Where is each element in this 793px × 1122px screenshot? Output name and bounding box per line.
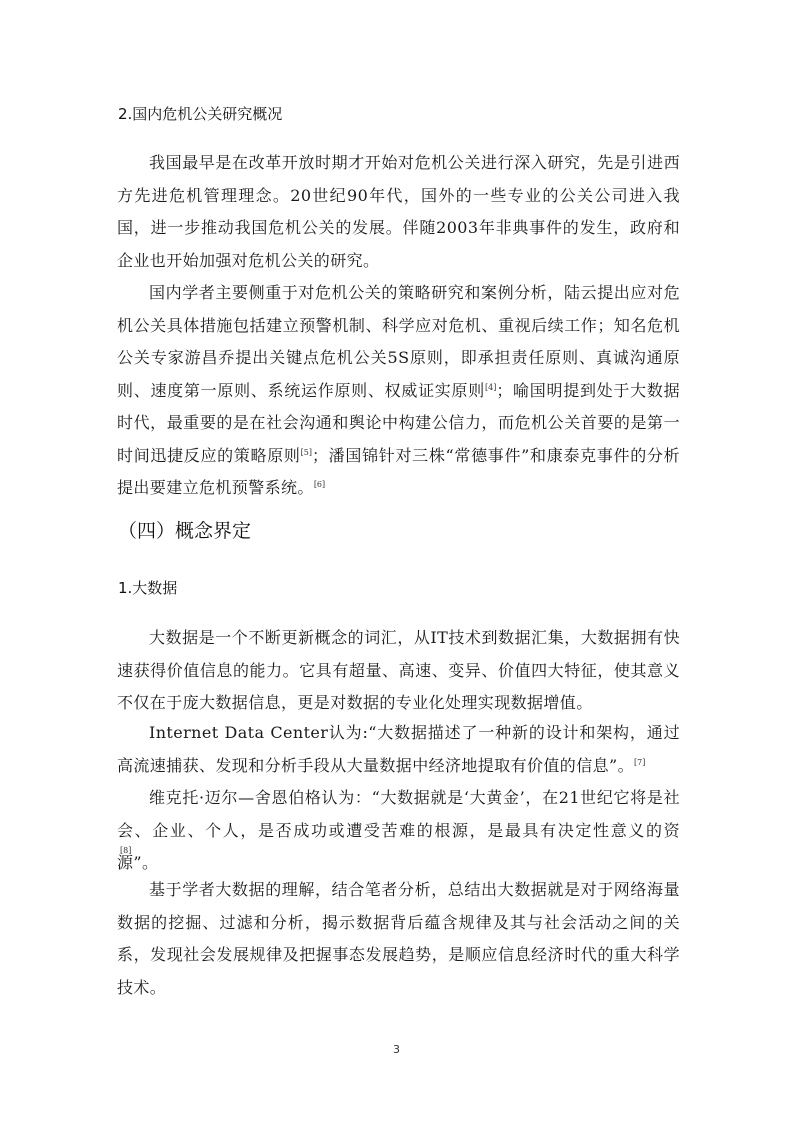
section-heading-concepts: （四）概念界定: [118, 520, 252, 542]
citation-ref: [6]: [313, 480, 326, 489]
paragraph-domestic-scholars: [117, 277, 680, 505]
citation-ref: [8]: [120, 846, 132, 855]
citation-ref: [5]: [300, 447, 312, 457]
paragraph-mayer-schonberger-quote: [117, 782, 680, 880]
citation-ref: [4]: [484, 382, 497, 392]
paragraph-bigdata-definition: [117, 622, 680, 720]
paragraph-text: Internet Data Center认为:“大数据描述了一种新的设计和架构，通过高流速捕获、发现和分析手段从大量数据中经济地提取有价值的信息”。: [117, 723, 680, 775]
citation-ref: [7]: [633, 757, 646, 767]
paragraph-text: 维克托·迈尔—舍恩伯格认为：“大数据就是‘大黄金’，在21世纪它将是社会、企业、个人，是否成功或遭受苦难的根源，是最具有决定性意义的资源”。: [117, 788, 680, 872]
subheading-big-data: 1.大数据: [118, 579, 178, 597]
page-number: 3: [393, 1043, 400, 1056]
subheading-domestic-research: 2.国内危机公关研究概况: [118, 105, 283, 123]
paragraph-text: 大数据是一个不断更新概念的词汇，从IT技术到数据汇集，大数据拥有快速获得价值信息的能力。它具有超量、高速、变异、价值四大特征，使其意义不仅在于庞大数据信息，更是对数据的专业化处理实现数据增值。: [117, 628, 680, 712]
paragraph-domestic-history: [117, 147, 680, 277]
paragraph-text: ；潘国锦针对三株“常德事件”和康泰克事件的分析提出要建立危机预警系统。: [117, 445, 681, 497]
paragraph-author-summary: [117, 874, 680, 1004]
paragraph-text: 我国最早是在改革开放时期才开始对危机公关进行深入研究，先是引进西方先进危机管理理念。20世纪90年代，国外的一些专业的公关公司进入我国，进一步推动我国危机公关的发展。伴随2003年非典事件的发生，政府和企业也开始加强对危机公关的研究。: [117, 153, 680, 270]
paragraph-text: ；喻国明提到处于大数据时代，最重要的是在社会沟通和舆论中构建公信力，而危机公关首要的是第一时间迅捷反应的策略原则: [117, 380, 680, 465]
paragraph-text: 基于学者大数据的理解，结合笔者分析，总结出大数据就是对于网络海量数据的挖掘、过滤和分析，揭示数据背后蕴含规律及其与社会活动之间的关系，发现社会发展规律及把握事态发展趋势，是顺应信息经济时代的重大科学技术。: [117, 880, 680, 997]
paragraph-idc-quote: [117, 717, 680, 782]
paragraph-text: 国内学者主要侧重于对危机公关的策略研究和案例分析，陆云提出应对危机公关具体措施包括建立预警机制、科学应对危机、重视后续工作；知名危机公关专家游昌乔提出关键点危机公关5S原则，即承担责任原则、真诚沟通原则、速度第一原则、系统运作原则、权威证实原则: [117, 283, 680, 400]
